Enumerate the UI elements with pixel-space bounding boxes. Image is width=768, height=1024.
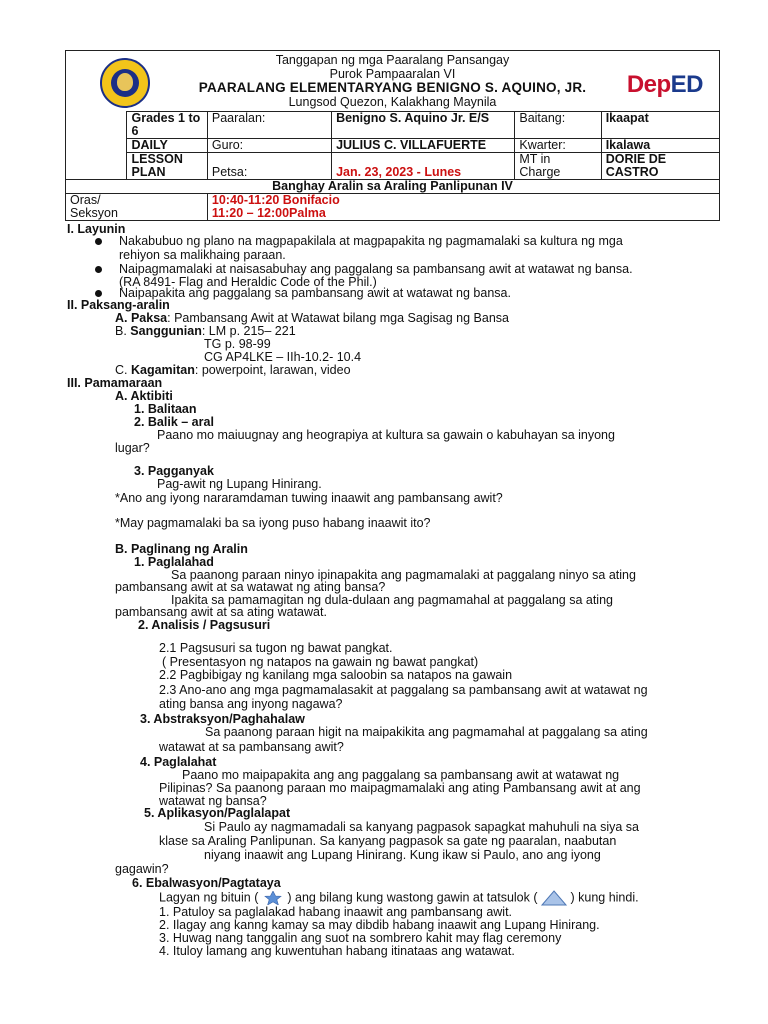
paglalahad-text-d: pambansang awit at sa ating watawat. [115, 605, 327, 619]
abstraksyon-text-b: watawat at sa pambansang awit? [159, 740, 344, 754]
sanggunian-cg: CG AP4LKE – IIh-10.2- 10.4 [204, 350, 362, 364]
paglalahad-text-b: pambansang awit at sa watawat ng ating bansa? [115, 580, 386, 594]
bullet-icon [95, 290, 102, 297]
lesson-plan-label: LESSON PLAN [127, 153, 207, 180]
paglalahad-text-c: Ipakita sa pamamagitan ng dula-dulaan ang pagmamahal at paggalang sa ating [171, 593, 613, 607]
school-header [65, 50, 720, 113]
evaluation-item-1: 1. Patuloy sa paglalakad habang inaawit ang pambansang awit. [159, 905, 513, 919]
guro-value: JULIUS C. VILLAFUERTE [332, 139, 515, 153]
aplikasyon-text-d: gagawin? [115, 862, 169, 876]
paglalahad: 1. Paglalahad [134, 555, 214, 569]
balik-aral-question-a: Paano mo maiuugnay ang heograpiya at kultura sa gawain o kabuhayan sa inyong [157, 428, 615, 442]
bullet-icon [95, 238, 102, 245]
star-icon [262, 891, 284, 905]
abstraksyon-text-a: Sa paanong paraan higit na maipakikita ang pagmamahal at paggalang sa ating [205, 725, 648, 739]
paglinang-heading: B. Paglinang ng Aralin [115, 542, 248, 556]
aplikasyon-heading: 5. Aplikasyon/Paglalapat [144, 806, 291, 820]
lesson-info-table [65, 111, 720, 221]
pagganyak: 3. Pagganyak [134, 464, 214, 478]
aplikasyon-text-b: klase sa Araling Panlipunan. Sa kanyang pagpasok sa gate ng paaralan, naabutan [159, 834, 617, 848]
objective-2a: Naipagmamalaki at naisasabuhay ang paggalang sa pambansang awit at watawat ng bansa. [119, 262, 633, 276]
paglalahad-text-a: Sa paanong paraan ninyo ipinapakita ang pagmamalaki at paggalang ninyo sa ating [171, 568, 636, 582]
school-location: Lungsod Quezon, Kalakhang Maynila [288, 95, 497, 109]
analisis-2-1: 2.1 Pagsusuri sa tugon ng bawat pangkat. [159, 641, 393, 655]
district-name: Purok Pampaaralan VI [329, 67, 456, 81]
sanggunian-tg: TG p. 98-99 [204, 337, 271, 351]
office-name: Tanggapan ng mga Paaralang Pansangay [275, 53, 510, 67]
objective-2b: (RA 8491- Flag and Heraldic Code of the Phil.) [119, 275, 377, 289]
bullet-icon [95, 266, 102, 273]
triangle-icon [541, 890, 567, 906]
grades-label: Grades 1 to 6 [127, 112, 207, 139]
petsa-label: Petsa: [207, 153, 331, 180]
section-layunin: I. Layunin [67, 222, 126, 236]
ebalwasyon-instruction: Lagyan ng bituin ( ) ang bilang kung wastong gawin at tatsulok ( ) kung hindi. [159, 890, 639, 905]
evaluation-item-2: 2. Ilagay ang kanng kamay sa may dibdib habang inaawit ang Lupang Hinirang. [159, 918, 600, 932]
baitang-value: Ikaapat [601, 112, 719, 139]
daily-label: DAILY [127, 139, 207, 153]
kagamitan-line: C. Kagamitan: powerpoint, larawan, video [115, 363, 351, 377]
mt-label: MT in Charge [515, 153, 601, 180]
analisis-heading: 2. Analisis / Pagsusuri [138, 618, 271, 632]
paglalahat-text-a: Paano mo maipapakita ang ang paggalang sa pambansang awit at watawat ng [182, 768, 620, 782]
balik-aral: 2. Balik – aral [134, 415, 214, 429]
paksa-line: A. Paksa: Pambansang Awit at Watawat bilang mga Sagisag ng Bansa [115, 311, 510, 325]
objective-1a: Nakabubuo ng plano na magpapakilala at magpapakita ng pagmamalaki sa kultura ng mga [119, 234, 623, 248]
petsa-value: Jan. 23, 2023 - Lunes [332, 153, 515, 180]
evaluation-item-4: 4. Ituloy lamang ang kuwentuhan habang itinataas ang watawat. [159, 944, 515, 958]
balik-aral-question-b: lugar? [115, 441, 150, 455]
evaluation-item-3: 3. Huwag nang tanggalin ang suot na sombrero kahit may flag ceremony [159, 931, 562, 945]
analisis-2-3b: ating bansa ang inyong nagawa? [159, 697, 343, 711]
oras-value: 10:40-11:20 Bonifacio 11:20 – 12:00Palma [207, 194, 719, 221]
school-name: PAARALANG ELEMENTARYANG BENIGNO S. AQUINO, JR. [198, 80, 587, 95]
aplikasyon-text-a: Si Paulo ay nagmamadali sa kanyang pagpasok sapagkat mahuhuli na siya sa [204, 820, 639, 834]
paglalahat-text-b: Pilipinas? Sa paanong paraan mo maipagmamalaki ang ating Pambansang awit at ang [159, 781, 641, 795]
analisis-2-2: 2.2 Pagbibigay ng kanilang mga saloobin sa natapos na gawain [159, 668, 513, 682]
analisis-2-3a: 2.3 Ano-ano ang mga pagmamalasakit at paggalang sa pambansang awit at watawat ng [159, 683, 648, 697]
objective-3: Naipapakita ang paggalang sa pambansang awit at watawat ng bansa. [119, 286, 511, 300]
ebalwasyon-heading: 6. Ebalwasyon/Pagtataya [132, 876, 281, 890]
balitaan: 1. Balitaan [134, 402, 197, 416]
guro-label: Guro: [207, 139, 331, 153]
section-pamamaraan: III. Pamamaraan [67, 376, 163, 390]
analisis-2-1-note: ( Presentasyon ng natapos na gawain ng bawat pangkat) [162, 655, 479, 669]
paaralan-value: Benigno S. Aquino Jr. E/S [332, 112, 515, 139]
kwarter-value: Ikalawa [601, 139, 719, 153]
motivation-question-1: *Ano ang iyong nararamdaman tuwing inaawit ang pambansang awit? [115, 491, 503, 505]
sanggunian-line: B. Sanggunian: LM p. 215– 221 [115, 324, 296, 338]
aktibiti-heading: A. Aktibiti [115, 389, 173, 403]
paglalahat-heading: 4. Paglalahat [140, 755, 217, 769]
aplikasyon-text-c: niyang inaawit ang Lupang Hinirang. Kung ikaw si Paulo, ano ang iyong [204, 848, 601, 862]
objective-1b: rehiyon sa malikhaing paraan. [119, 248, 286, 262]
paaralan-label: Paaralan: [207, 112, 331, 139]
abstraksyon-heading: 3. Abstraksyon/Paghahalaw [140, 712, 305, 726]
section-paksang-aralin: II. Paksang-aralin [67, 298, 170, 312]
pagganyak-text: Pag-awit ng Lupang Hinirang. [157, 477, 322, 491]
kwarter-label: Kwarter: [515, 139, 601, 153]
banghay-title: Banghay Aralin sa Araling Panlipunan IV [66, 180, 720, 194]
oras-label: Oras/ Seksyon [66, 194, 208, 221]
paglalahat-text-c: watawat ng bansa? [159, 794, 267, 808]
deped-logo: DepED [626, 71, 703, 98]
mt-value: DORIE DE CASTRO [601, 153, 719, 180]
motivation-question-2: *May pagmamalaki ba sa iyong puso habang inaawit ito? [115, 516, 431, 530]
baitang-label: Baitang: [515, 112, 601, 139]
